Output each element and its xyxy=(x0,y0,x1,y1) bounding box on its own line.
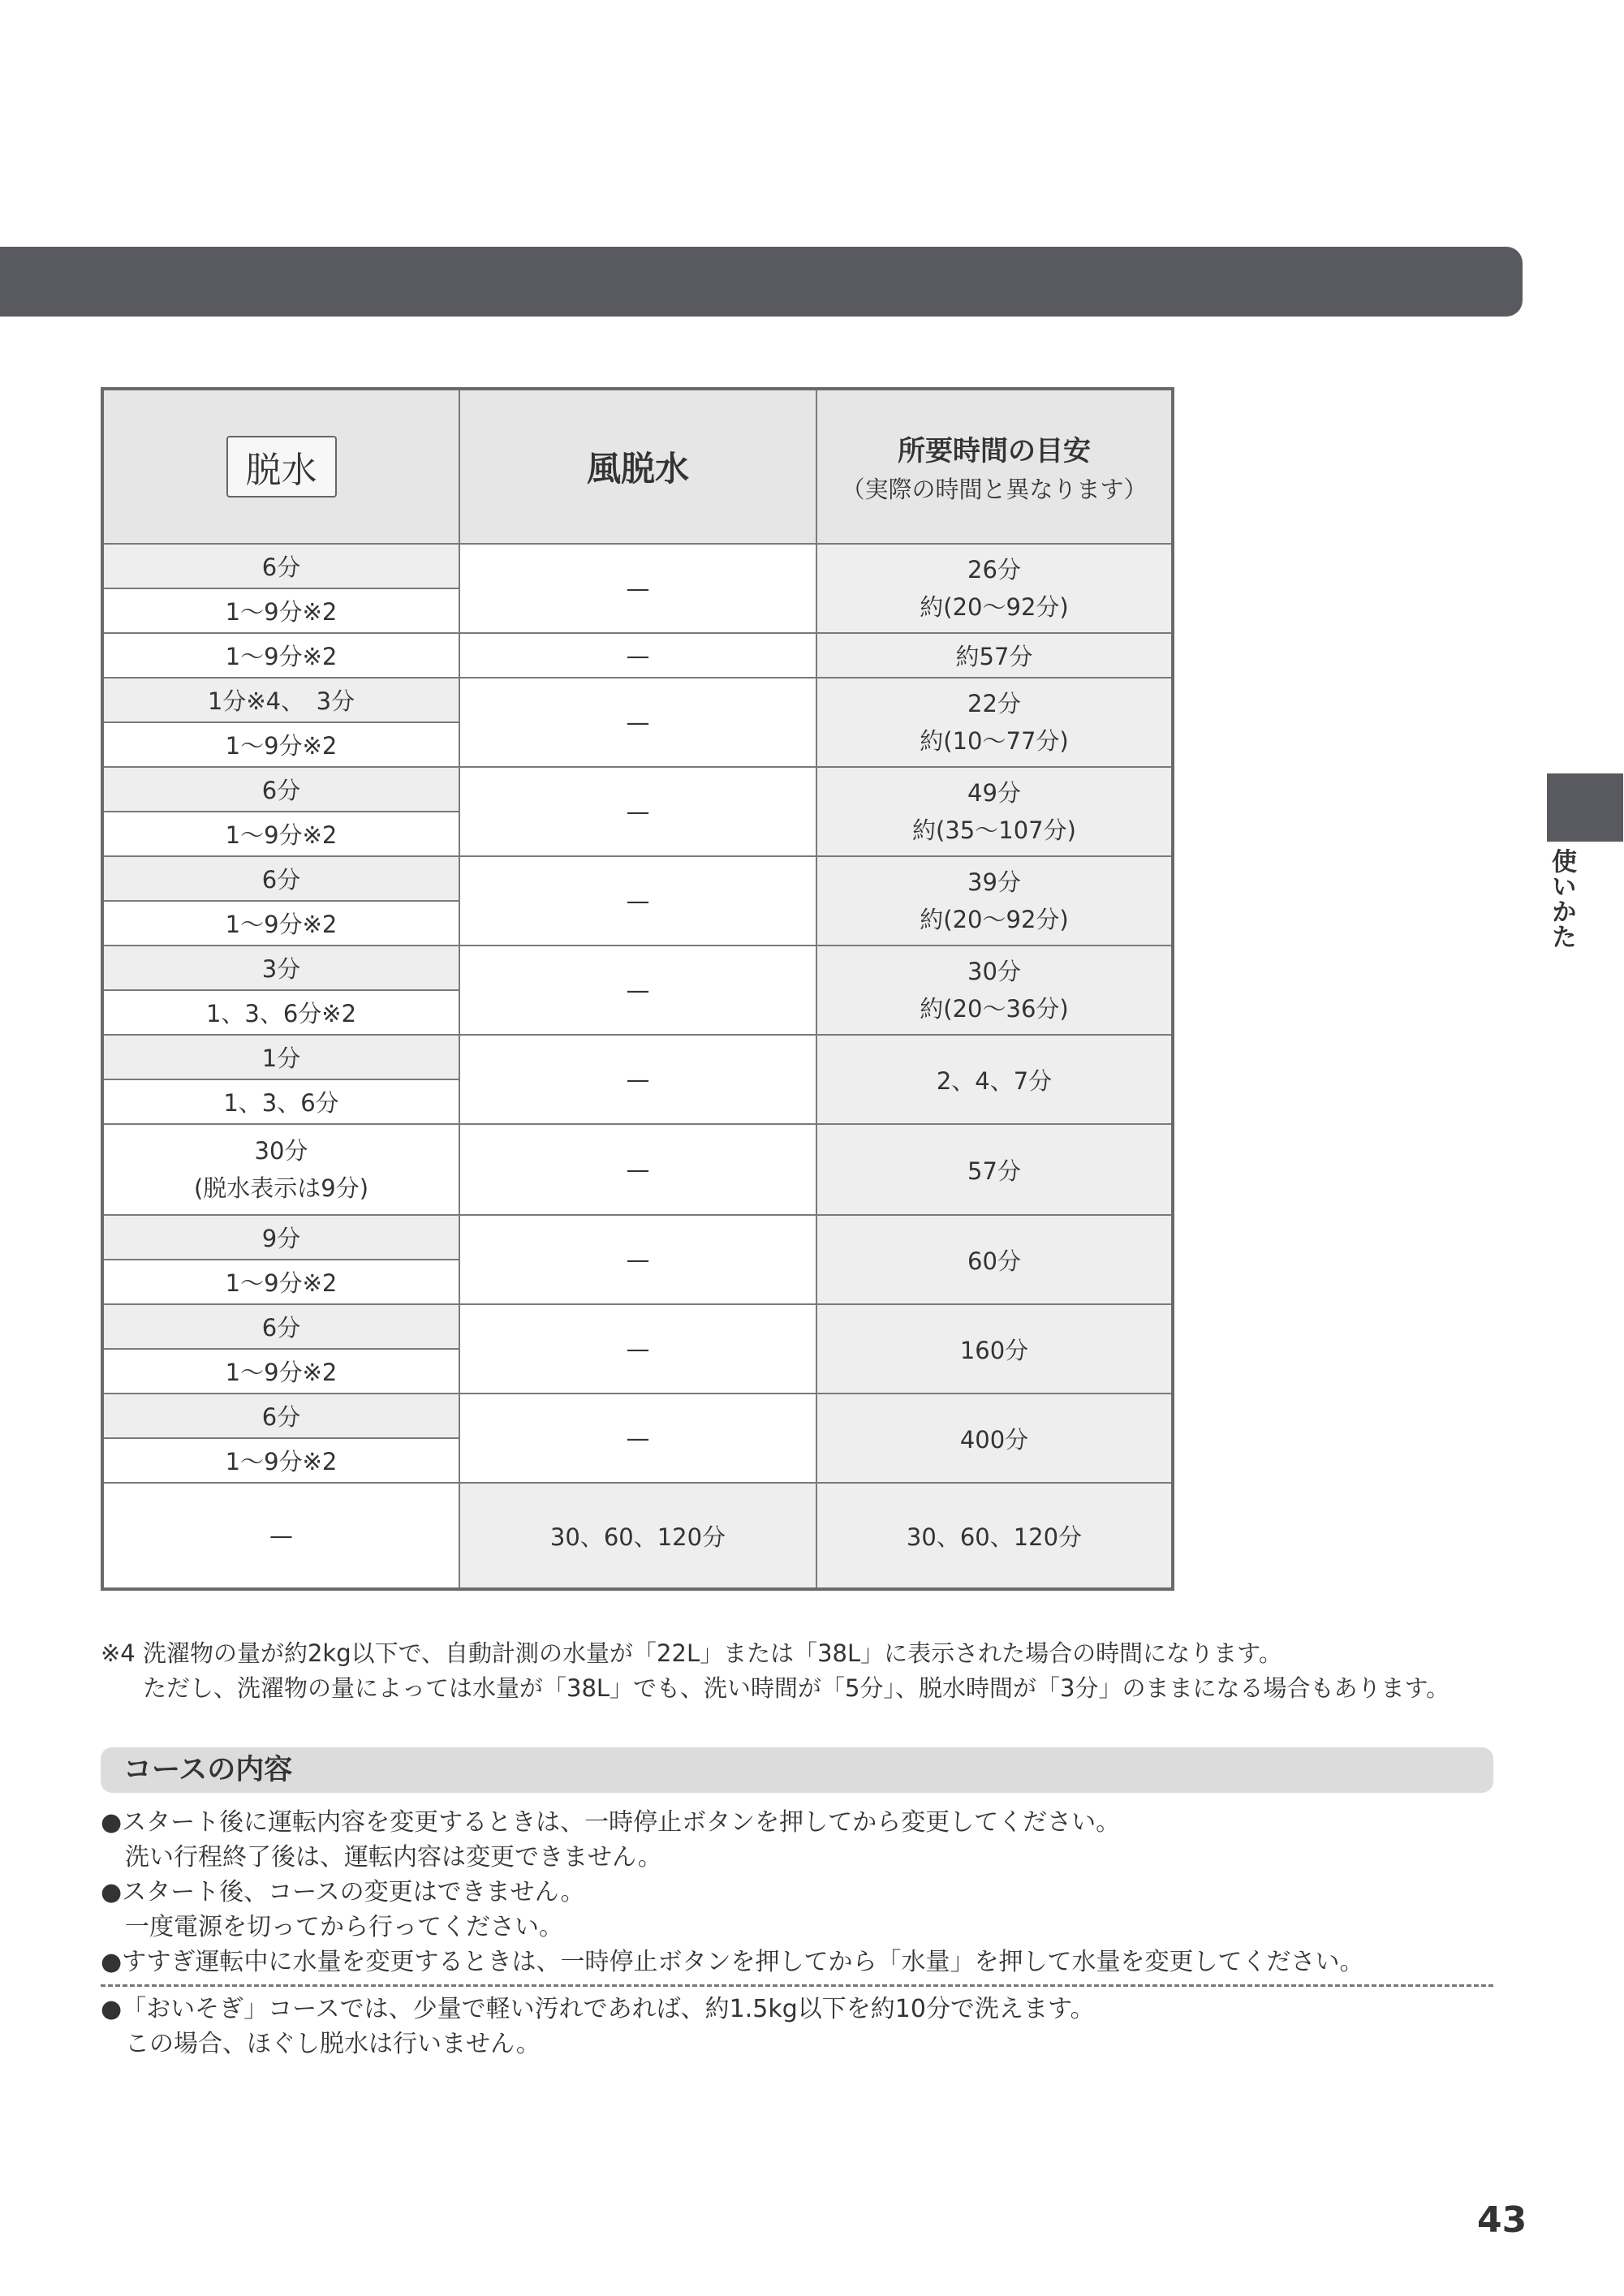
table-row xyxy=(102,1483,1173,1589)
section-header-bar xyxy=(0,247,1523,317)
spin-cell: 6分 xyxy=(102,544,459,588)
air-cell: — xyxy=(459,1215,816,1304)
list-item: ●すすぎ運転中に水量を変更するときは、一時停止ボタンを押してから「水量」を押して水量を変更してください。 xyxy=(101,1948,1364,1976)
air-cell: — xyxy=(459,1124,816,1215)
spin-cell: 1分※4、 3分 xyxy=(102,678,459,722)
spin-cell: 1〜9分※2 xyxy=(102,1438,459,1483)
time-cell: 160分 xyxy=(816,1304,1173,1394)
air-cell: — xyxy=(459,1035,816,1124)
time-cell: 400分 xyxy=(816,1394,1173,1483)
spin-cell: 1〜9分※2 xyxy=(102,1260,459,1304)
spin-cell: 6分 xyxy=(102,767,459,812)
list-item-sub: この場合、ほぐし脱水は行いません。 xyxy=(125,2030,541,2058)
list-item: ●「おいそぎ」コースでは、少量で軽い汚れであれば、約1.5kg以下を約10分で洗えます。 xyxy=(101,1995,1095,2023)
time-cell: 22分 約(10〜77分) xyxy=(816,678,1173,767)
list-item-sub: 一度電源を切ってから行ってください。 xyxy=(125,1913,563,1941)
table-header-row xyxy=(102,389,1173,544)
spin-cell: 1〜9分※2 xyxy=(102,812,459,856)
spin-cell: 1、3、6分※2 xyxy=(102,990,459,1035)
table-row xyxy=(102,678,1173,722)
air-cell: — xyxy=(459,544,816,633)
spin-cell: 30分 (脱水表示は9分) xyxy=(102,1124,459,1215)
time-cell: 49分 約(35〜107分) xyxy=(816,767,1173,856)
table-row xyxy=(102,856,1173,901)
course-table xyxy=(101,387,1174,1591)
spin-cell: 1、3、6分 xyxy=(102,1079,459,1124)
time-cell: 39分 約(20〜92分) xyxy=(816,856,1173,946)
side-index-label: 使いかた xyxy=(1547,848,1576,949)
spin-cell: 1〜9分※2 xyxy=(102,901,459,946)
spin-cell: 1〜9分※2 xyxy=(102,633,459,678)
table-row xyxy=(102,1035,1173,1079)
spin-cell: 1〜9分※2 xyxy=(102,722,459,767)
air-cell: — xyxy=(459,678,816,767)
table-row xyxy=(102,1304,1173,1349)
table-row xyxy=(102,544,1173,588)
list-item: ●スタート後、コースの変更はできません。 xyxy=(101,1878,585,1906)
air-cell: — xyxy=(459,946,816,1035)
list-item: ●スタート後に運転内容を変更するときは、一時停止ボタンを押してから変更してください。 xyxy=(101,1808,1121,1837)
header-spin: 脱水 xyxy=(102,389,459,544)
header-air-dry: 風脱水 xyxy=(459,389,816,544)
spin-cell: 1〜9分※2 xyxy=(102,588,459,633)
spin-cell: 6分 xyxy=(102,1394,459,1438)
spin-cell: — xyxy=(102,1483,459,1589)
divider xyxy=(101,1984,1493,1987)
time-cell: 60分 xyxy=(816,1215,1173,1304)
table-row xyxy=(102,1394,1173,1438)
spin-cell: 9分 xyxy=(102,1215,459,1260)
air-cell: — xyxy=(459,767,816,856)
spin-cell: 1〜9分※2 xyxy=(102,1349,459,1394)
footnote-line: ※4 洗濯物の量が約2kg以下で、自動計測の水量が「22L」または「38L」に表示された場合の時間になります。 xyxy=(101,1639,1282,1667)
time-cell: 57分 xyxy=(816,1124,1173,1215)
page-number: 43 xyxy=(1477,2199,1527,2241)
table-row xyxy=(102,1124,1173,1215)
table-row xyxy=(102,946,1173,990)
header-time: 所要時間の目安 （実際の時間と異なります） xyxy=(816,389,1173,544)
spin-cell: 6分 xyxy=(102,1304,459,1349)
time-cell: 30、60、120分 xyxy=(816,1483,1173,1589)
course-section-title: コースの内容 xyxy=(123,1754,293,1786)
footnote-line: ただし、洗濯物の量によっては水量が「38L」でも、洗い時間が「5分」、脱水時間が「3分」のままになる場合もあります。 xyxy=(143,1674,1450,1702)
spin-cell: 1分 xyxy=(102,1035,459,1079)
air-cell: — xyxy=(459,1394,816,1483)
course-section-bar xyxy=(101,1747,1493,1793)
spin-cell: 3分 xyxy=(102,946,459,990)
list-item-sub: 洗い行程終了後は、運転内容は変更できません。 xyxy=(125,1843,662,1872)
course-notes xyxy=(101,1805,1529,2061)
spin-cell: 6分 xyxy=(102,856,459,901)
footnote xyxy=(101,1636,1562,1706)
air-cell: 30、60、120分 xyxy=(459,1483,816,1589)
air-cell: — xyxy=(459,1304,816,1394)
side-index-tab xyxy=(1547,773,1623,842)
time-cell: 30分 約(20〜36分) xyxy=(816,946,1173,1035)
time-cell: 2、4、7分 xyxy=(816,1035,1173,1124)
air-cell: — xyxy=(459,856,816,946)
time-cell: 26分 約(20〜92分) xyxy=(816,544,1173,633)
air-cell: — xyxy=(459,633,816,678)
table-row xyxy=(102,767,1173,812)
time-cell: 約57分 xyxy=(816,633,1173,678)
table-row xyxy=(102,633,1173,678)
table-row xyxy=(102,1215,1173,1260)
